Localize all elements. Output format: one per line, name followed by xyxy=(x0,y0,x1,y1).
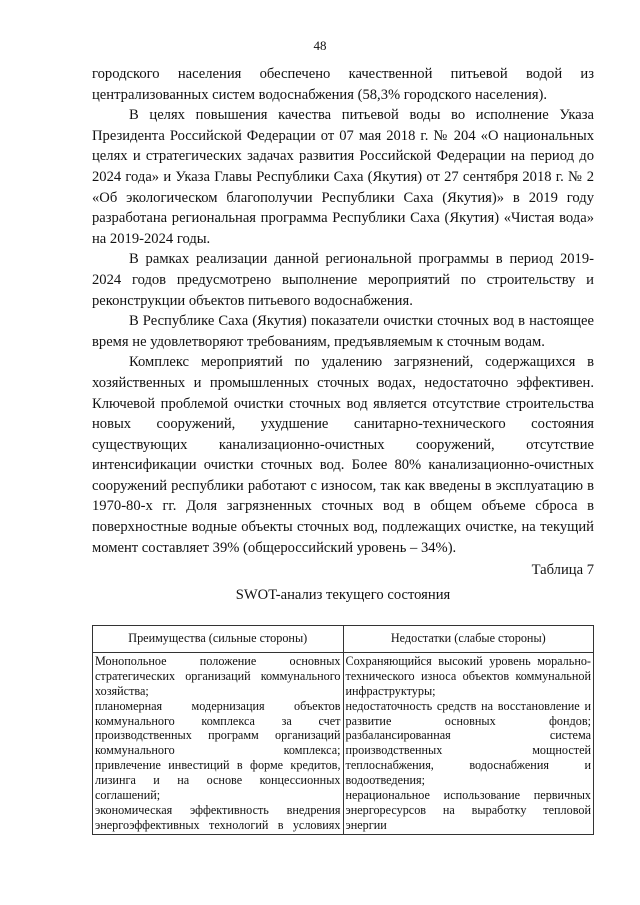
strength-item: Монопольное положение основных стратегических организаций коммунального хозяйства; xyxy=(95,653,341,698)
strengths-cell xyxy=(93,652,344,834)
strength-item: привлечение инвестиций в форме кредитов, лизинга и на основе концессионных соглашений; xyxy=(95,758,341,803)
table-label: Таблица 7 xyxy=(531,562,594,579)
table-title: SWOT-анализ текущего состояния xyxy=(235,586,451,603)
weaknesses-header: Недостатки (слабые стороны) xyxy=(343,626,594,653)
paragraph-2: В целях повышения качества питьевой воды во исполнение Указа Президента Российской Федерации от 07 мая 2018 г. № 204 «О национальных целях и стратегических задачах развития Российской Федерации на период до 2024 года» и Указа Главы Республики Саха (Якутия) от 27 сентября 2018 г. № 2 «Об экологическом благополучии Республики Саха (Якутия)» в 2019 году разработана региональная программа Республики Саха (Якутия) «Чистая вода» на 2019-2024 годы. xyxy=(92,107,594,247)
paragraph-4: В Республике Саха (Якутия) показатели очистки сточных вод в настоящее время не удовлетворяют требованиям, предъявляемым к сточным водам. xyxy=(92,313,594,350)
table-row xyxy=(93,652,594,834)
weaknesses-cell xyxy=(343,652,594,834)
strength-item: планомерная модернизация объектов коммунального комплекса за счет производственных программ организаций коммунального комплекса; xyxy=(95,698,341,758)
paragraph-1: городского населения обеспечено качественной питьевой водой из централизованных систем водоснабжения (58,3% городского населения). xyxy=(92,66,594,103)
document-body xyxy=(92,64,594,605)
weakness-item: нерациональное использование первичных энергоресурсов на выработку тепловой энергии xyxy=(345,788,591,832)
weakness-item: разбалансированная система производственных мощностей теплоснабжения, водоснабжения и водоотведения; xyxy=(345,728,591,788)
swot-table xyxy=(92,625,594,835)
page-number: 48 xyxy=(313,38,327,53)
paragraph-5: Комплекс мероприятий по удалению загрязнений, содержащихся в хозяйственных и промышленных сточных водах, недостаточно эффективен. Ключевой проблемой очистки сточных вод является отсутствие строительства новых сооружений, ухудшение санитарно-технического состояния существующих канализационно-очистных сооружений, отсутствие интенсификации очистки сточных вод. Более 80% канализационно-очистных сооружений республики работают с износом, так как введены в эксплуатацию в 1970-80-х гг. Доля загрязненных сточных вод в общем объеме сброса в поверхностные водные объекты сточных вод, подлежащих очистке, на текущий момент составляет 39% (общероссийский уровень – 34%). xyxy=(92,354,594,556)
weakness-item: Сохраняющийся высокий уровень морально-технического износа объектов коммунальной инфраструктуры; xyxy=(345,653,591,698)
table-header-row xyxy=(93,626,594,653)
weakness-item: недостаточность средств на восстановление и развитие основных фондов; xyxy=(345,698,591,728)
strengths-header: Преимущества (сильные стороны) xyxy=(93,626,344,653)
strength-item: экономическая эффективность внедрения энергоэффективных технологий в условиях xyxy=(95,802,341,832)
paragraph-3: В рамках реализации данной региональной программы в период 2019-2024 годов предусмотрено выполнение мероприятий по строительству и реконструкции объектов питьевого водоснабжения. xyxy=(92,251,594,309)
